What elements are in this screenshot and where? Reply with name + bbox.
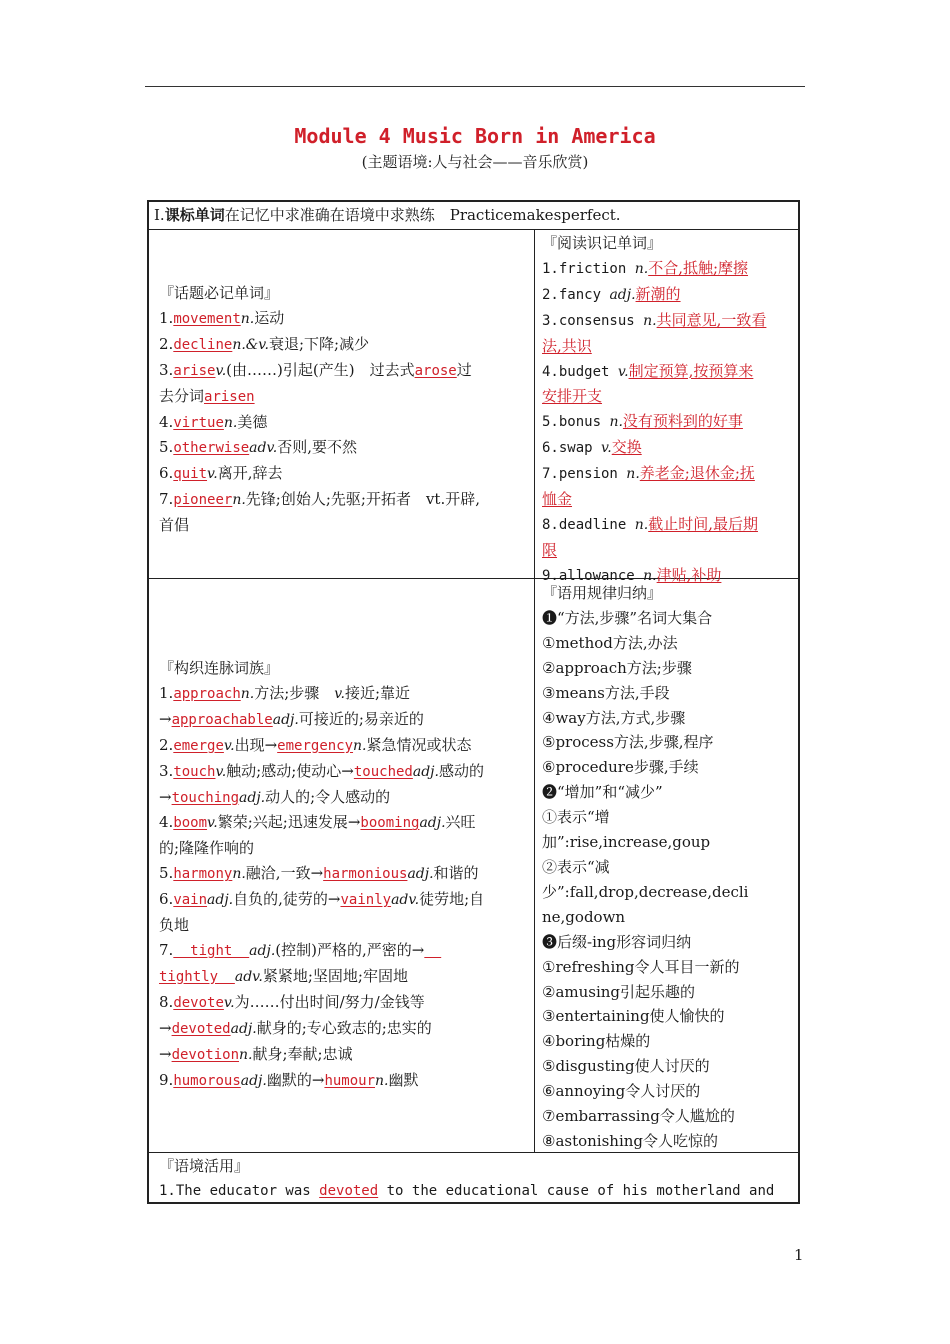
answer-word: harmonious (323, 866, 408, 883)
list-item (542, 461, 766, 487)
meaning: 和谐的 (433, 864, 479, 883)
column-divider (534, 229, 535, 1152)
vocab-word: 8.deadline (542, 516, 635, 533)
part-of-speech: n.&v. (232, 336, 269, 353)
answer-meaning: 恤金 (542, 490, 573, 509)
list-item (159, 733, 484, 759)
answer-word: approachable (171, 711, 273, 728)
list-item (159, 332, 480, 358)
list-item (159, 887, 484, 913)
header-rule (145, 86, 805, 87)
part-of-speech: adv. (249, 440, 278, 457)
part-of-speech: n. (626, 466, 640, 483)
meaning: → (159, 787, 172, 806)
rule-line: ⑥annoying令人讨厌的 (542, 1082, 701, 1101)
page-title: Module 4 Music Born in America (294, 124, 656, 148)
rules-heading: 『语用规律归纳』 (542, 584, 663, 602)
meaning: 可接近的;易亲近的 (298, 709, 424, 728)
meaning: → (159, 1018, 172, 1037)
part-of-speech: v. (334, 685, 345, 702)
list-item (159, 461, 480, 487)
answer-meaning: 安排开支 (542, 387, 603, 406)
meaning: 感动的 (438, 761, 484, 780)
answer-meaning: 共同意见,一致看 (656, 310, 767, 329)
list-item (159, 384, 480, 410)
list-item (159, 964, 484, 990)
meaning: 6. (159, 890, 174, 909)
meaning: 接近;靠近 (344, 683, 411, 702)
rule-line: ①method方法,办法 (542, 633, 678, 652)
list-item (159, 358, 480, 384)
list-item (542, 282, 766, 308)
meaning: 的;隆隆作响的 (159, 839, 255, 858)
answer-word: tight (173, 942, 250, 959)
item-number: 5. (159, 438, 174, 457)
list-item (542, 487, 766, 512)
part-of-speech: adj. (412, 763, 439, 780)
rule-line: ②amusing引起乐趣的 (542, 982, 696, 1001)
table-header (154, 204, 621, 226)
meaning: 先锋;创始人;先驱;开拓者 vt.开辟, (245, 490, 480, 509)
topic-words-cell (159, 281, 480, 538)
section-title: 课标单词 (164, 206, 225, 224)
answer-word: quit (173, 466, 208, 483)
rule-line: ⑥procedure步骤,手续 (542, 758, 699, 777)
part-of-speech: n. (223, 414, 238, 431)
item-number: 7. (159, 490, 174, 509)
item-number: 6. (159, 464, 174, 483)
list-item (542, 384, 766, 409)
meaning: 5. (159, 864, 174, 883)
rule-line: ne,godown (542, 907, 626, 926)
answer-meaning: 截止时间,最后期 (648, 514, 758, 533)
meaning: 过 (456, 360, 472, 379)
list-item (159, 306, 480, 332)
answer-word: devoted (319, 1182, 379, 1199)
answer-word: booming (360, 815, 420, 832)
meaning: (由……)引起(产生) 过去式 (226, 360, 415, 379)
meaning: 衰退;下降;减少 (268, 334, 370, 353)
answer-word: humorous (173, 1072, 241, 1089)
part-of-speech: n. (232, 492, 246, 509)
row-divider (149, 229, 798, 230)
part-of-speech: adj. (239, 789, 266, 806)
rule-line: ①refreshing令人耳目一新的 (542, 957, 740, 976)
vocabulary-table (147, 200, 800, 1204)
list-item (159, 435, 480, 461)
reading-words-cell (542, 231, 766, 589)
meaning: 3. (159, 761, 174, 780)
vocab-word: 9.allowance (542, 567, 644, 584)
list-item (542, 359, 766, 385)
part-of-speech: v. (617, 363, 629, 380)
answer-word: devoted (171, 1020, 231, 1037)
meaning: 兴旺 (445, 813, 476, 832)
meaning: 1. (159, 683, 174, 702)
part-of-speech: n. (232, 866, 246, 883)
part-of-speech: adj. (249, 942, 276, 959)
answer-meaning: 没有预料到的好事 (622, 412, 743, 431)
word-family-cell (159, 656, 484, 1093)
meaning: 献身的;专心致志的;忠实的 (256, 1018, 432, 1037)
meaning: 去分词 (159, 386, 205, 405)
answer-meaning: 新潮的 (635, 284, 681, 303)
part-of-speech: n. (239, 1046, 253, 1063)
meaning: 为……付出时间/努力/金钱等 (234, 992, 425, 1011)
meaning: 4. (159, 813, 174, 832)
rule-line: ⑦embarrassing令人尴尬的 (542, 1107, 735, 1126)
reading-words-heading: 『阅读识记单词』 (542, 234, 663, 252)
list-item (542, 409, 766, 435)
rule-line: ⑤process方法,步骤,程序 (542, 733, 714, 752)
answer-word: devote (173, 994, 224, 1011)
answer-word: arisen (204, 388, 255, 405)
vocab-word: 3.consensus (542, 312, 644, 329)
answer-word: emergency (277, 737, 354, 754)
rule-line: ⑧astonishing令人吃惊的 (542, 1131, 719, 1150)
part-of-speech: n. (643, 567, 657, 584)
list-item (159, 513, 480, 538)
answer-word: arise (173, 362, 216, 379)
page-number: 1 (794, 1246, 804, 1264)
list-item (159, 681, 484, 707)
part-of-speech: adj. (407, 866, 434, 883)
context-sentence: 1.The educator was devoted to the educational cause of his motherland and (159, 1182, 775, 1199)
list-item (159, 785, 484, 811)
answer-word (424, 943, 441, 959)
item-number: 2. (159, 334, 174, 353)
list-item (542, 435, 766, 461)
answer-word: vain (173, 892, 208, 909)
context-heading: 『语境活用』 (159, 1157, 250, 1175)
meaning: 首倡 (159, 516, 190, 535)
meaning: 融洽,一致→ (245, 864, 324, 883)
answer-word: otherwise (173, 440, 250, 457)
page-subtitle: (主题语境:人与社会——音乐欣赏) (361, 153, 589, 171)
meaning: 幽默的→ (266, 1070, 325, 1089)
answer-word: emerge (173, 737, 224, 754)
rule-line: ②表示“减 (542, 857, 610, 876)
meaning: 7. (159, 940, 174, 959)
answer-meaning: 养老金;退休金;抚 (639, 464, 755, 483)
part-of-speech: n. (634, 516, 649, 533)
part-of-speech: adj. (609, 286, 636, 303)
rule-line: ❷“增加”和“减少” (542, 783, 663, 802)
vocab-word: 1.friction (542, 260, 635, 277)
meaning: 献身;奉献;忠诚 (252, 1044, 353, 1063)
part-of-speech: v. (207, 815, 218, 832)
list-item (159, 990, 484, 1016)
list-item (159, 810, 484, 836)
answer-word: boom (173, 815, 208, 832)
word-family-heading: 『构织连脉词族』 (159, 659, 280, 677)
answer-word: movement (173, 310, 241, 327)
rule-line: ②approach方法;步骤 (542, 658, 692, 677)
part-of-speech: n. (353, 737, 367, 754)
section-number: Ⅰ. (154, 206, 165, 224)
answer-word: touching (171, 789, 240, 806)
part-of-speech: n. (609, 414, 623, 431)
rule-line: 加”:rise,increase,goup (542, 833, 711, 852)
meaning: 离开,辞去 (217, 464, 283, 483)
answer-word: arose (414, 362, 457, 379)
context-cell (159, 1154, 774, 1204)
part-of-speech: v. (207, 466, 218, 483)
answer-meaning: 法,共识 (542, 336, 592, 355)
answer-meaning: 津贴,补助 (656, 565, 722, 584)
part-of-speech: adj. (272, 711, 299, 728)
meaning: 触动;感动;使动心→ (226, 761, 354, 780)
meaning: 出现→ (234, 735, 278, 754)
meaning: 繁荣;兴起;迅速发展→ (217, 813, 361, 832)
list-item (542, 538, 766, 563)
item-number: 1. (159, 308, 174, 327)
rule-line: ④boring枯燥的 (542, 1032, 651, 1051)
rule-line: ①表示“增 (542, 808, 610, 827)
meaning: 紧紧地;坚固地;牢固地 (262, 966, 408, 985)
meaning: 2. (159, 735, 174, 754)
part-of-speech: n. (634, 260, 649, 277)
list-item (159, 410, 480, 436)
answer-word: vainly (340, 892, 392, 909)
meaning: 9. (159, 1070, 174, 1089)
meaning: → (159, 709, 172, 728)
list-item (159, 1068, 484, 1094)
meaning: 负地 (159, 916, 190, 935)
meaning: 幽默 (388, 1070, 419, 1089)
part-of-speech: adv. (234, 968, 263, 985)
part-of-speech: n. (643, 312, 657, 329)
rule-line: ❶“方法,步骤”名词大集合 (542, 608, 713, 627)
answer-word: harmony (173, 866, 233, 883)
rules-cell (542, 581, 748, 1154)
list-item (542, 256, 766, 282)
vocab-word: 5.bonus (542, 414, 610, 431)
meaning: 美德 (237, 412, 268, 431)
part-of-speech: n. (375, 1072, 389, 1089)
part-of-speech: v. (223, 994, 235, 1011)
part-of-speech: adj. (207, 892, 234, 909)
section-motto: 在记忆中求准确在语境中求熟练 Practicemakesperfect. (224, 206, 621, 224)
answer-meaning: 限 (542, 540, 558, 559)
answer-word: devotion (171, 1046, 240, 1063)
part-of-speech: v. (215, 763, 227, 780)
part-of-speech: adv. (391, 892, 420, 909)
part-of-speech: adj. (240, 1072, 267, 1089)
rule-line: 少”:fall,drop,decrease,decli (542, 882, 749, 901)
meaning: 动人的;令人感动的 (265, 787, 391, 806)
rule-line: ④way方法,方式,步骤 (542, 708, 686, 727)
list-item (159, 938, 484, 964)
answer-meaning: 不合,抵触;摩擦 (648, 258, 749, 277)
meaning: 运动 (254, 308, 285, 327)
rule-line: ❸后缀-ing形容词归纳 (542, 932, 692, 951)
answer-word: humour (324, 1072, 376, 1089)
vocab-word: 4.budget (542, 363, 618, 380)
rule-line: ③entertaining使人愉快的 (542, 1007, 725, 1026)
answer-word: touch (173, 763, 216, 780)
part-of-speech: v. (601, 440, 612, 457)
rule-line: ⑤disgusting使人讨厌的 (542, 1057, 710, 1076)
list-item (159, 759, 484, 785)
answer-word: pioneer (173, 492, 233, 509)
part-of-speech: adj. (230, 1020, 257, 1037)
vocab-word: 7.pension (542, 466, 627, 483)
list-item (542, 308, 766, 334)
list-item (159, 1042, 484, 1068)
meaning: 紧急情况或状态 (366, 735, 472, 754)
meaning: 8. (159, 992, 174, 1011)
item-number: 3. (159, 360, 174, 379)
answer-word: tightly (159, 968, 235, 985)
meaning: → (159, 1044, 172, 1063)
part-of-speech: n. (240, 310, 255, 327)
part-of-speech: adj. (419, 815, 446, 832)
list-item (159, 836, 484, 861)
meaning: 方法;步骤 (254, 683, 335, 702)
answer-word: decline (173, 336, 233, 353)
part-of-speech: v. (223, 737, 235, 754)
part-of-speech: v. (215, 362, 227, 379)
vocab-word: 6.swap (542, 440, 602, 457)
list-item (159, 1016, 484, 1042)
list-item (542, 334, 766, 359)
part-of-speech: n. (240, 685, 255, 702)
meaning: 否则,要不然 (277, 438, 357, 457)
answer-meaning: 制定预算,按预算来 (628, 361, 754, 380)
list-item (159, 861, 484, 887)
topic-words-heading: 『话题必记单词』 (159, 284, 280, 302)
list-item (542, 512, 766, 538)
item-number: 4. (159, 412, 174, 431)
vocab-word: 2.fancy (542, 286, 610, 303)
meaning: (控制)严格的,严密的→ (275, 940, 425, 959)
answer-word: approach (173, 685, 241, 702)
answer-word: virtue (173, 414, 224, 431)
answer-word: touched (353, 763, 413, 780)
list-item (159, 487, 480, 513)
list-item (159, 913, 484, 938)
answer-meaning: 交换 (611, 438, 642, 457)
meaning: 徒劳地;自 (419, 890, 485, 909)
rule-line: ③means方法,手段 (542, 683, 670, 702)
list-item (159, 707, 484, 733)
meaning: 自负的,徒劳的→ (233, 890, 341, 909)
